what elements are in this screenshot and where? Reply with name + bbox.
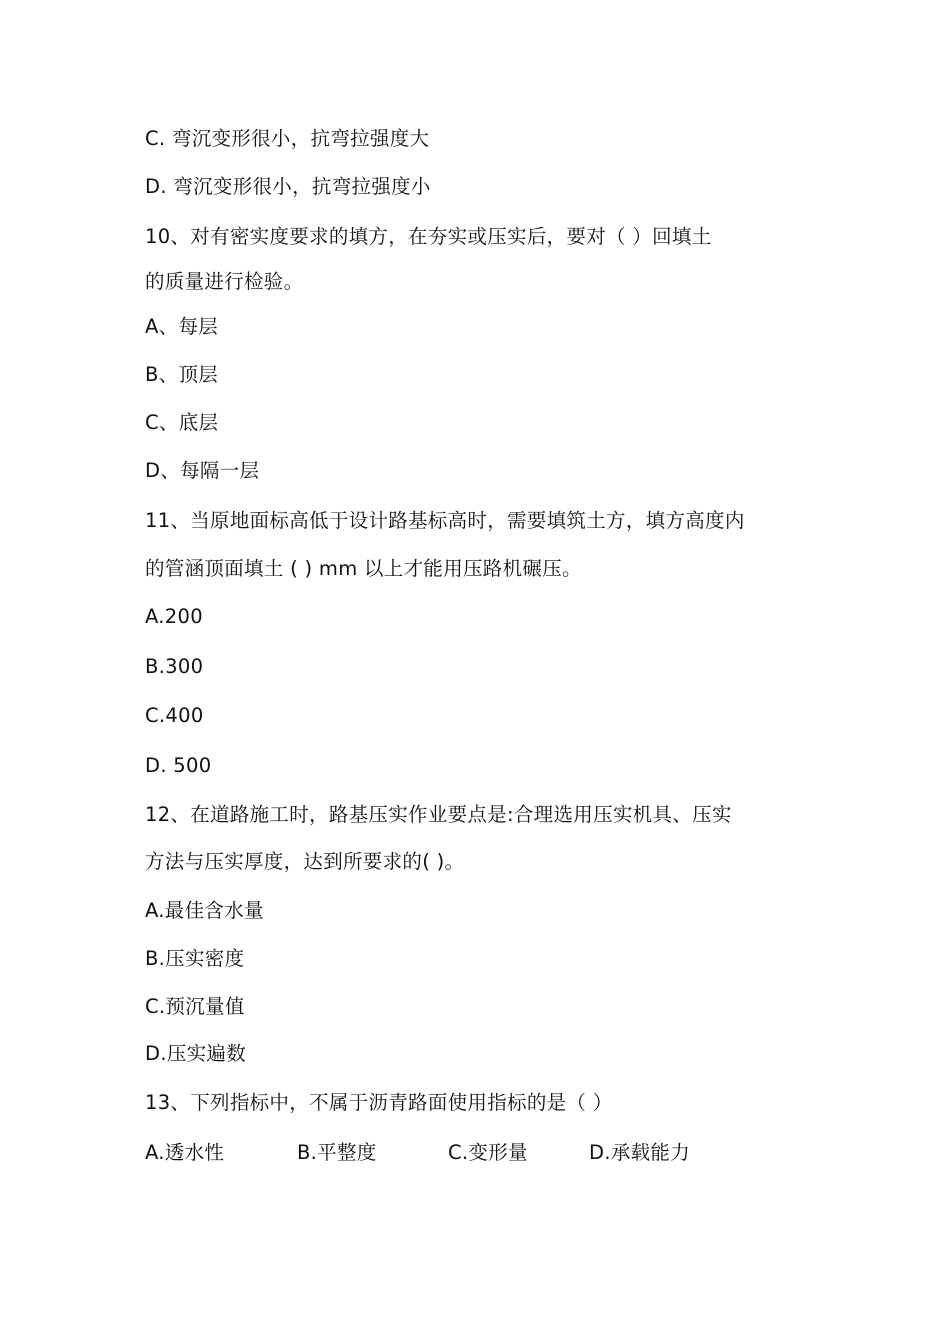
q11-option-d: D. 500 [145, 754, 212, 777]
q11-option-a: A.200 [145, 605, 203, 628]
q10-option-c: C、底层 [145, 411, 219, 434]
q13-options-row [145, 1139, 845, 1167]
q12-stem-line2: 方法与压实厚度，达到所要求的( )。 [145, 850, 465, 873]
q12-stem-line1: 12、在道路施工时，路基压实作业要点是:合理选用压实机具、压实 [145, 803, 732, 826]
q13-option-b: B.平整度 [297, 1141, 377, 1164]
q12-option-a: A.最佳含水量 [145, 899, 264, 922]
q12-option-c: C.预沉量值 [145, 995, 245, 1018]
q11-option-b: B.300 [145, 655, 204, 678]
q13-stem: 13、下列指标中，不属于沥青路面使用指标的是（ ） [145, 1091, 613, 1114]
q9-option-d: D. 弯沉变形很小，抗弯拉强度小 [145, 175, 431, 198]
q10-option-a: A、每层 [145, 315, 219, 338]
q10-stem-line1: 10、对有密实度要求的填方，在夯实或压实后，要对（ ）回填土 [145, 225, 712, 248]
q11-stem-line1: 11、当原地面标高低于设计路基标高时，需要填筑土方，填方高度内 [145, 509, 745, 532]
q13-option-c: C.变形量 [448, 1141, 528, 1164]
q10-option-d: D、每隔一层 [145, 459, 260, 482]
q12-option-b: B.压实密度 [145, 947, 245, 970]
q10-stem-line2: 的质量进行检验。 [145, 270, 304, 293]
q13-option-a: A.透水性 [145, 1141, 225, 1164]
q11-option-c: C.400 [145, 704, 204, 727]
q12-option-d: D.压实遍数 [145, 1042, 247, 1065]
q9-option-c: C. 弯沉变形很小，抗弯拉强度大 [145, 127, 430, 150]
q11-stem-line2: 的管涵顶面填土 ( ) mm 以上才能用压路机碾压。 [145, 557, 582, 580]
q10-option-b: B、顶层 [145, 363, 219, 386]
q13-option-d: D.承载能力 [589, 1141, 691, 1164]
